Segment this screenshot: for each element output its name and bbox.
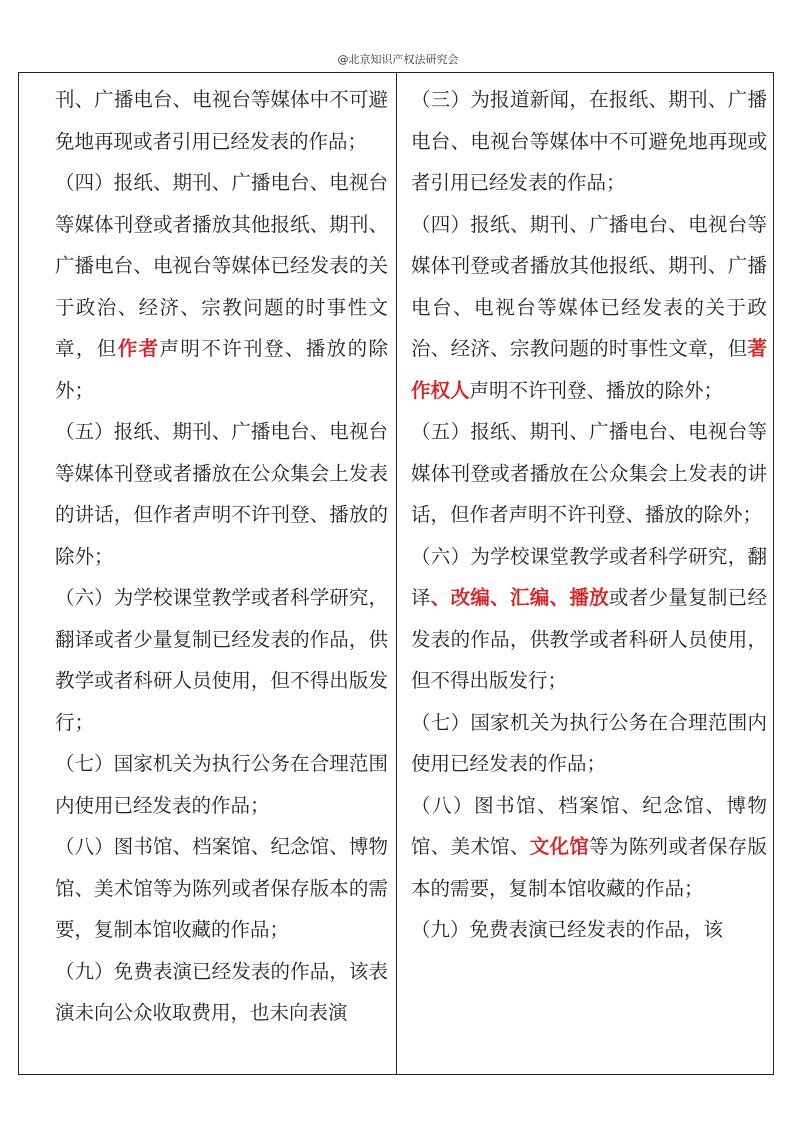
right-paragraph-item-7: （七）国家机关为执行公务在合理范围内使用已经发表的作品； [411, 710, 767, 775]
left-paragraph-item-9: （九）免费表演已经发表的作品，该表演未向公众收取费用，也未向表演 [55, 959, 388, 1024]
highlight-copyright-owner: 著作权人 [411, 337, 767, 402]
left-paragraph-continued: 刊、广播电台、电视台等媒体中不可避免地再现或者引用已经发表的作品； [55, 88, 388, 153]
left-paragraph-item-6: （六）为学校课堂教学或者科学研究，翻译或者少量复制已经发表的作品，供教学或者科研人员使用，但不得出版发行； [55, 586, 388, 734]
right-paragraph-item-6: （六）为学校课堂教学或者科学研究，翻译、改编、汇编、播放或者少量复制已经发表的作品，供教学或者科研人员使用，但不得出版发行； [411, 544, 767, 692]
right-column-new-law [397, 73, 773, 1074]
left-column-old-law [19, 73, 397, 1074]
left-paragraph-item-7: （七）国家机关为执行公务在合理范围内使用已经发表的作品； [55, 752, 388, 817]
highlight-adapt-compile-broadcast: 、改编、汇编、播放 [430, 586, 609, 609]
left-paragraph-item-4: （四）报纸、期刊、广播电台、电视台等媒体刊登或者播放其他报纸、期刊、广播电台、电视台等媒体已经发表的关于政治、经济、宗教问题的时事性文章，但作者声明不许刊登、播放的除外； [55, 171, 388, 402]
left-paragraph-item-8: （八）图书馆、档案馆、纪念馆、博物馆、美术馆等为陈列或者保存版本的需要，复制本馆收藏的作品； [55, 835, 388, 941]
right-paragraph-item-4: （四）报纸、期刊、广播电台、电视台等媒体刊登或者播放其他报纸、期刊、广播电台、电视台等媒体已经发表的关于政治、经济、宗教问题的时事性文章，但著作权人声明不许刊登、播放的除外； [411, 212, 767, 402]
right-paragraph-item-5: （五）报纸、期刊、广播电台、电视台等媒体刊登或者播放在公众集会上发表的讲话，但作者声明不许刊登、播放的除外； [411, 420, 767, 526]
right-paragraph-item-9: （九）免费表演已经发表的作品，该 [411, 918, 724, 941]
right-paragraph-item-3: （三）为报道新闻，在报纸、期刊、广播电台、电视台等媒体中不可避免地再现或者引用已经发表的作品； [411, 88, 767, 194]
highlight-cultural-center: 文化馆 [529, 835, 590, 858]
comparison-table [18, 72, 774, 1075]
watermark: @北京知识产权法研究会 [337, 53, 459, 66]
left-paragraph-item-5: （五）报纸、期刊、广播电台、电视台等媒体刊登或者播放在公众集会上发表的讲话，但作者声明不许刊登、播放的除外； [55, 420, 388, 568]
right-paragraph-item-8: （八）图书馆、档案馆、纪念馆、博物馆、美术馆、文化馆等为陈列或者保存版本的需要，复制本馆收藏的作品； [411, 793, 767, 900]
highlight-author: 作者 [117, 337, 160, 360]
